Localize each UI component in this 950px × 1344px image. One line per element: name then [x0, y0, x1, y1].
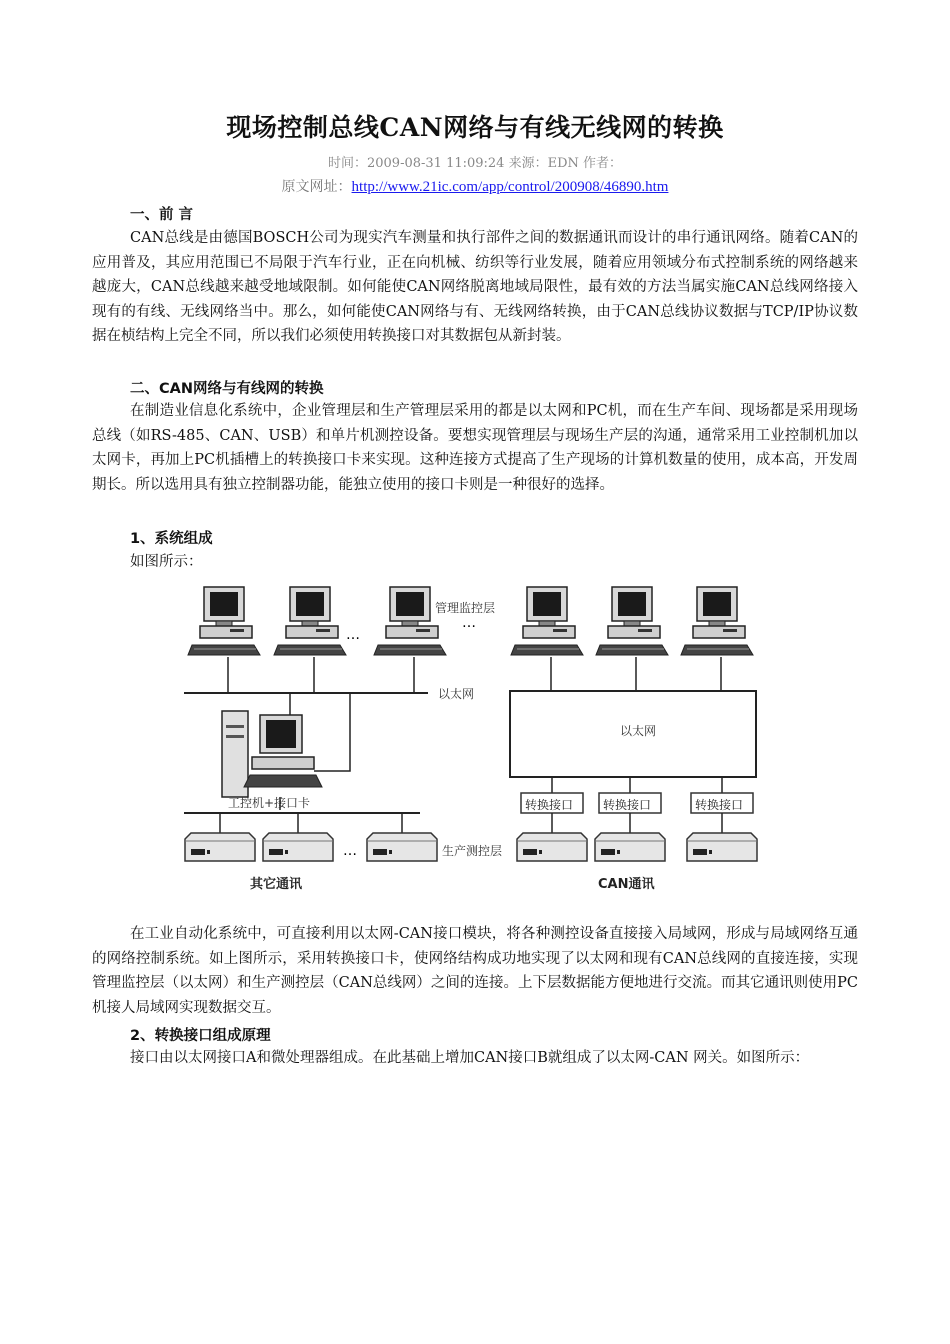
label-converter: 转换接口 [695, 798, 744, 812]
label-converter: 转换接口 [525, 798, 574, 812]
article-meta: 时间：2009-08-31 11:09:24 来源：EDN 作者： [327, 156, 623, 171]
paragraph-wired: 在制造业信息化系统中，企业管理层和生产管理层采用的都是以太网和PC机，而在生产车间、现场都是采用现场总线（如RS-485、CAN、USB）和单片机测控设备。要想实现管理层与现场生产层的沟通，通常采用工业控制机加以太网卡，再加上PC机插槽上的转换接口卡来实现。这种连接方式提高了生产现场的计算机数量的使用，成本高，开发周期长。所以选用具有独立控制器功能，能独立使用的接口卡则是一种很好的选择。 [92, 403, 858, 493]
article-title: 现场控制总线CAN网络与有线无线网的转换 [226, 113, 724, 142]
label-ethernet-left: 以太网 [438, 687, 475, 701]
ellipsis-left-bottom: … [343, 843, 357, 859]
section-heading-preface: 一、前 言 [130, 207, 194, 223]
source-label: 原文网址： [281, 179, 352, 195]
label-production-layer: 生产测控层 [442, 844, 503, 858]
converter-box [691, 793, 753, 813]
pc-icon [681, 587, 753, 655]
industrial-pc-icon [222, 711, 322, 797]
network-diagram [180, 575, 770, 900]
paragraph-principle: 接口由以太网接口A和微处理器组成。在此基础上增加CAN接口B就组成了以太网-CAN 网关。如图所示： [130, 1050, 810, 1066]
section-heading-system: 1、系统组成 [130, 531, 213, 547]
ellipsis-mgmt: … [462, 615, 476, 631]
pc-icon [511, 587, 583, 655]
label-ethernet-right: 以太网 [620, 724, 657, 738]
device-box-icon [687, 833, 757, 861]
pc-icon [596, 587, 668, 655]
label-other-comm: 其它通讯 [250, 877, 303, 892]
converter-box [599, 793, 661, 813]
pc-icon [374, 587, 446, 655]
paragraph-system: 在工业自动化系统中，可直接利用以太网-CAN接口模块，将各种测控设备直接接入局域网，形成与局域网络互通的网络控制系统。如上图所示，采用转换接口卡，使网络结构成功地实现了以太网和现有CAN总线网的直接连接，实现管理监控层（以太网）和生产测控层（CAN总线网）之间的连接。上下层数据能方便地进行交流。而其它通讯则使用PC机接人局域网实现数据交互。 [92, 926, 858, 1016]
label-converter: 转换接口 [603, 798, 652, 812]
device-box-icon [185, 833, 255, 861]
pc-icon [274, 587, 346, 655]
device-box-icon [367, 833, 437, 861]
source-link[interactable]: http://www.21ic.com/app/control/200908/46890.htm [351, 179, 669, 195]
section-heading-wired: 二、CAN网络与有线网的转换 [130, 381, 324, 397]
ellipsis-left-top: … [346, 627, 360, 643]
device-box-icon [263, 833, 333, 861]
label-management-layer: 管理监控层 [435, 601, 496, 615]
label-can-comm: CAN通讯 [598, 877, 655, 892]
device-box-icon [517, 833, 587, 861]
pc-icon [188, 587, 260, 655]
paragraph-preface: CAN总线是由德国BOSCH公司为现实汽车测量和执行部件之间的数据通讯而设计的串行通讯网络。随着CAN的应用普及，其应用范围已不局限于汽车行业，正在向机械、纺织等行业发展，随着应用领域分布式控制系统的网络越来越庞大，CAN总线越来越受地域限制。如何能使CAN网络脱离地域局限性，最有效的方法当属实施CAN总线网络接入现有的有线、无线网络当中。那么，如何能使CAN网络与有、无线网络转换，由于CAN总线协议数据与TCP/IP协议数据在桢结构上完全不同，所以我们必须使用转换接口对其数据包从新封装。 [92, 230, 858, 345]
label-ipc-card: 工控机+接口卡 [228, 796, 311, 810]
source-line [0, 176, 950, 196]
device-box-icon [595, 833, 665, 861]
converter-box [521, 793, 583, 813]
figure-intro: 如图所示： [130, 554, 203, 570]
section-heading-principle: 2、转换接口组成原理 [130, 1028, 271, 1044]
